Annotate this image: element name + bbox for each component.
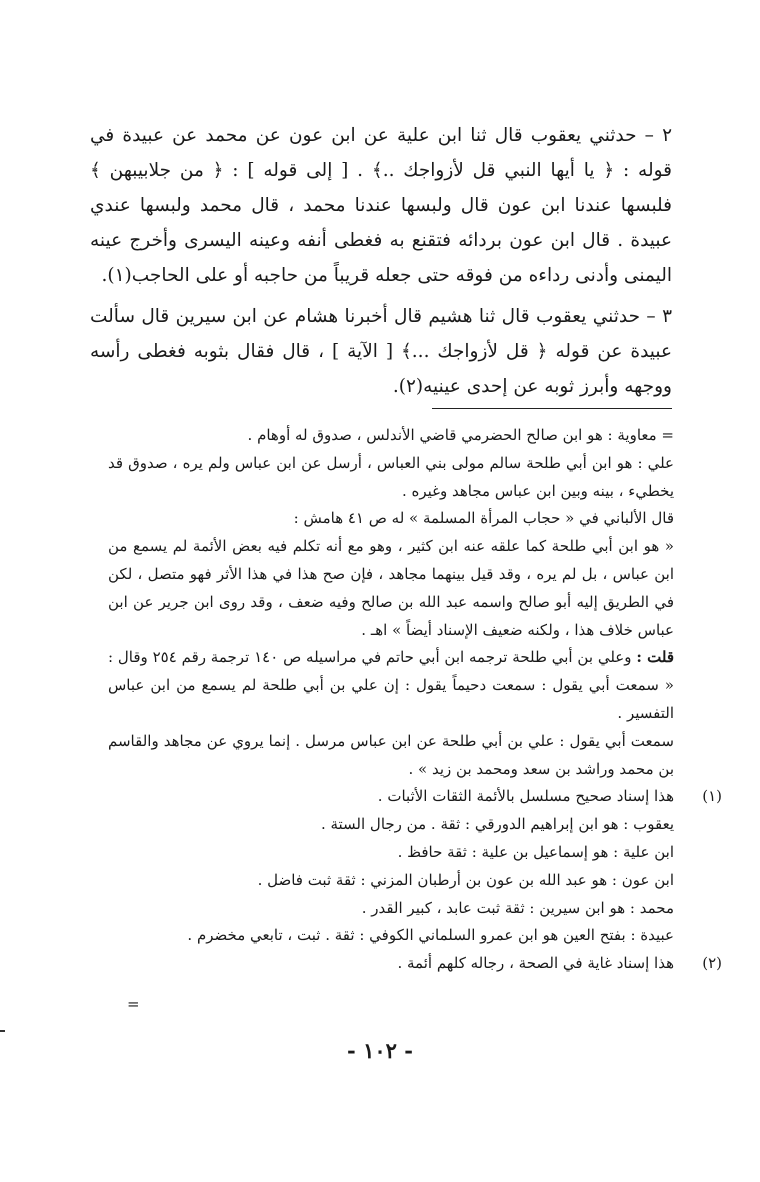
continuation-mark: =	[127, 995, 140, 1013]
footnote-1-line: هذا إسناد صحيح مسلسل بالأئمة الثقات الأثبات .	[377, 787, 674, 806]
footnote-1-line: ابن علية : هو إسماعيل بن علية : ثقة حافظ .	[397, 842, 674, 861]
qult-text: وعلي بن أبي طلحة ترجمه ابن أبي حاتم في مراسيله ص ١٤٠ ترجمة رقم ٢٥٤ وقال : « سمعت أبي يقول : سمعت دحيماً يقول : إن علي بن أبي طلحة لم يسمع من ابن عباس التفسير .	[108, 648, 674, 722]
qult-paragraph-2: سمعت أبي يقول : علي بن أبي طلحة عن ابن عباس مرسل . إنما يروي عن مجاهد والقاسم بن محمد وراشد بن سعد ومحمد بن زيد » .	[108, 731, 674, 778]
footnote-1	[108, 783, 722, 950]
footnote-1-line: محمد : هو ابن سيرين : ثقة ثبت عابد ، كبير القدر .	[361, 898, 674, 917]
scan-edge-mark	[0, 1030, 5, 1032]
footnote-2	[108, 950, 722, 978]
footnote-1-line: ابن عون : هو عبد الله بن عون بن أرطبان المزني : ثقة ثبت فاضل .	[257, 870, 674, 889]
qult-label: قلت :	[636, 648, 674, 667]
paragraph-3: ٣ – حدثني يعقوب قال ثنا هشيم قال أخبرنا هشام عن ابن سيرين قال سألت عبيدة عن قوله ﴿ قل لأزواجك ...﴾ [ الآية ] ، قال فقال بثوبه فغطى رأسه ووجهه وأبرز ثوبه عن إحدى عينيه(٢).	[90, 306, 672, 397]
footnotes	[108, 422, 722, 978]
footnote-quote: « هو ابن أبي طلحة كما علقه عنه ابن كثير ، وهو مع أنه تكلم فيه بعض الأئمة لم يسمع من ابن عباس ، بل لم يره ، وقد قيل بينهما مجاهد ، فإن صح هذا في هذا الأثر فهو متصل ، لكن في الطريق إليه أبو صالح واسمه عبد الله بن صالح وفيه ضعف ، وقد روى ابن جرير عن ابن عباس خلاف هذا ، ولكنه ضعيف الإسناد أيضاً » اهـ .	[108, 537, 674, 639]
footnote-2-number: (٢)	[702, 954, 722, 973]
footnote-1-line: عبيدة : بفتح العين هو ابن عمرو السلماني الكوفي : ثقة . ثبت ، تابعي مخضرم .	[187, 926, 674, 945]
footnote-1-number: (١)	[702, 787, 722, 806]
footnote-line: علي : هو ابن أبي طلحة سالم مولى بني العباس ، أرسل عن ابن عباس ولم يره ، صدوق قد يخطيء ، بينه وبين ابن عباس مجاهد وغيره .	[108, 453, 674, 500]
footnote-line: = معاوية : هو ابن صالح الحضرمي قاضي الأندلس ، صدوق له أوهام .	[247, 426, 674, 444]
main-text	[90, 118, 672, 404]
page-number: - ١٠٢ -	[347, 1038, 413, 1063]
footnote-divider	[432, 408, 672, 409]
footnote-2-text: هذا إسناد غاية في الصحة ، رجاله كلهم أئمة .	[397, 954, 674, 973]
footnote-line: قال الألباني في « حجاب المرأة المسلمة » له ص ٤١ هامش :	[293, 509, 674, 528]
footnote-1-line: يعقوب : هو ابن إبراهيم الدورقي : ثقة . من رجال الستة .	[320, 815, 674, 834]
paragraph-2: ٢ – حدثني يعقوب قال ثنا ابن علية عن ابن عون عن محمد عن عبيدة في قوله : ﴿ يا أيها النبي قل لأزواجك ..﴾ . [ إلى قوله ] : ﴿ من جلابيبهن ﴾ فلبسها عندنا ابن عون قال ولبسها عندنا محمد ، قال محمد ولبسها عندي عبيدة . قال ابن عون بردائه فتقنع به فغطى أنفه وعينه اليسرى وأخرج عينه اليمنى وأدنى رداءه من فوقه حتى جعله قريباً من حاجبه أو على الحاجب(١).	[90, 125, 672, 286]
qult-paragraph	[108, 644, 674, 727]
